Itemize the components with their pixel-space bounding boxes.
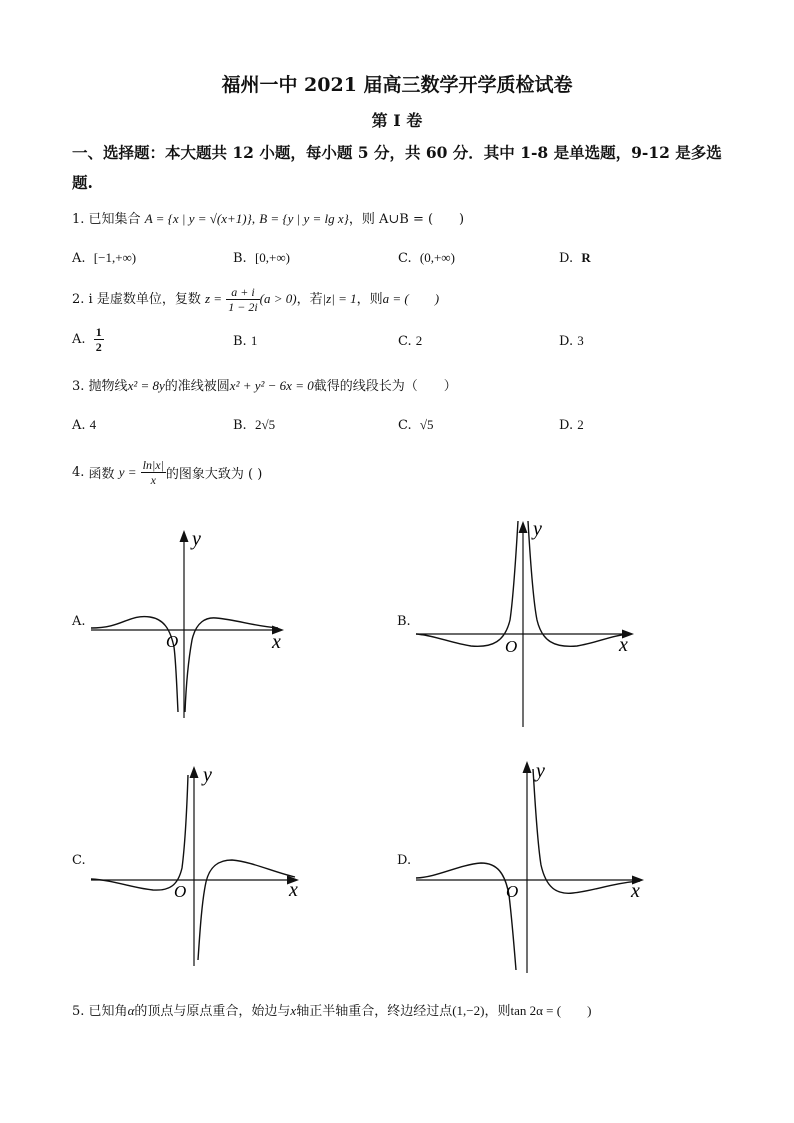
set-b: B = {y | y = lg x} bbox=[259, 211, 349, 226]
q2-option-a[interactable]: A. $\frac{1}{2}$ bbox=[72, 325, 102, 354]
circle-equation: x² + y² − 6x = 0 bbox=[229, 378, 314, 393]
section-heading-line1: 一、选择题：本大题共 12 小题，每小题 5 分，共 60 分．其中 1-8 是单选题，9-12 是多选 bbox=[72, 143, 722, 162]
x-axis-label: x bbox=[272, 631, 281, 653]
question-1: 1. 已知集合 A = {x | y = √(x+1)}, B = {y | y = lg x}，则 A∪B = ( ) bbox=[72, 211, 465, 227]
q2-option-b[interactable]: B. 1 bbox=[233, 333, 258, 349]
graph-option-a[interactable] bbox=[88, 522, 298, 722]
x-axis-label: x bbox=[631, 880, 640, 902]
parabola-equation: x² = 8y bbox=[127, 378, 165, 393]
y-lhs: y = bbox=[118, 464, 137, 480]
page-title: 福州一中 2021 届高三数学开学质检试卷 bbox=[221, 74, 573, 96]
q1-option-d[interactable]: D. R bbox=[559, 250, 591, 266]
question-ask: tan 2α = ( ) bbox=[510, 1003, 592, 1018]
question-text-tail: ，则 A∪B = ( ) bbox=[348, 212, 465, 227]
modulus-z: |z| = 1 bbox=[322, 291, 357, 306]
question-text-tail: ，则 bbox=[356, 292, 383, 307]
y-axis-arrow bbox=[519, 521, 528, 533]
question-text: 已知集合 bbox=[88, 212, 141, 227]
y-axis-arrow bbox=[180, 530, 189, 542]
q4-option-c-label[interactable]: C. bbox=[72, 853, 86, 868]
x-symbol: x bbox=[290, 1003, 297, 1018]
q3-option-b[interactable]: B. 2√5 bbox=[233, 417, 276, 433]
y-axis-label: y bbox=[203, 764, 212, 786]
z-lhs: z = bbox=[204, 291, 223, 306]
question-text: 函数 bbox=[88, 467, 115, 482]
origin-label: O bbox=[505, 637, 518, 656]
question-text: 抛物线 bbox=[88, 379, 128, 394]
q4-option-a-label[interactable]: A. bbox=[72, 614, 86, 629]
x-axis-label: x bbox=[619, 634, 628, 656]
q3-option-c[interactable]: C. √5 bbox=[398, 417, 434, 433]
question-text-mid: 的顶点与原点重合，始边与 bbox=[134, 1004, 291, 1019]
q3-option-d[interactable]: D. 2 bbox=[559, 417, 584, 433]
origin-label: O bbox=[174, 882, 187, 901]
origin-label: O bbox=[506, 882, 519, 901]
curve-left bbox=[416, 521, 518, 646]
question-number: 4. bbox=[72, 465, 85, 480]
question-text: i 是虚数单位，复数 bbox=[88, 292, 201, 307]
question-number: 5. bbox=[72, 1004, 85, 1019]
graph-option-d[interactable] bbox=[413, 755, 653, 975]
curve-left bbox=[91, 617, 178, 712]
question-text-tail: 截得的线段长为（ ） bbox=[313, 379, 457, 394]
y-axis-label: y bbox=[192, 528, 201, 550]
question-4 bbox=[72, 458, 262, 487]
point-coordinates: (1,−2) bbox=[452, 1003, 485, 1018]
q1-option-b[interactable]: B. [0,+∞) bbox=[233, 250, 290, 266]
q2-option-d[interactable]: D. 3 bbox=[559, 333, 584, 349]
q3-option-a[interactable]: A. 4 bbox=[72, 417, 97, 433]
graph-option-c[interactable] bbox=[88, 760, 308, 970]
question-number: 3. bbox=[72, 379, 85, 394]
curve-right bbox=[198, 860, 295, 960]
question-3 bbox=[72, 375, 457, 394]
section-heading-line2: 题. bbox=[72, 173, 93, 192]
fraction: $\frac{a + i}{1 - 2i}$ bbox=[228, 285, 258, 314]
question-2 bbox=[72, 285, 439, 314]
q4-option-d-label[interactable]: D. bbox=[397, 853, 412, 868]
condition: (a > 0) bbox=[259, 291, 297, 306]
question-text: 已知角 bbox=[88, 1004, 128, 1019]
y-axis-label: y bbox=[533, 518, 542, 540]
y-axis-arrow bbox=[190, 766, 199, 778]
q1-option-a[interactable]: A. [−1,+∞) bbox=[72, 250, 137, 266]
x-axis-label: x bbox=[289, 879, 298, 901]
fraction: $\frac{\ln|x|}{x}$ bbox=[142, 458, 164, 487]
question-text-tail: 的图象大致为 ( ) bbox=[165, 467, 263, 482]
q2-option-c[interactable]: C. 2 bbox=[398, 333, 423, 349]
curve-right bbox=[528, 521, 630, 646]
curve-left bbox=[416, 863, 519, 970]
alpha-symbol: α bbox=[127, 1003, 135, 1018]
question-text-mid: 的准线被圆 bbox=[164, 379, 230, 394]
y-axis-arrow bbox=[523, 761, 532, 773]
curve-right bbox=[185, 618, 278, 712]
curve-left bbox=[91, 775, 188, 890]
y-axis-label: y bbox=[536, 760, 545, 782]
origin-label: O bbox=[166, 632, 179, 651]
question-text-tail: ，则 bbox=[484, 1004, 511, 1019]
question-text-mid: ，若 bbox=[296, 292, 323, 307]
graph-option-b[interactable] bbox=[413, 515, 643, 730]
question-text-mid2: 轴正半轴重合，终边经过点 bbox=[296, 1004, 453, 1019]
question-ask: a = ( ) bbox=[382, 291, 440, 306]
curve-right bbox=[533, 769, 640, 893]
question-5 bbox=[72, 1000, 591, 1019]
q4-option-b-label[interactable]: B. bbox=[397, 614, 411, 629]
question-number: 2. bbox=[72, 292, 85, 307]
question-number: 1. bbox=[72, 212, 85, 227]
paper-part-label: 第 I 卷 bbox=[371, 111, 423, 130]
q1-option-c[interactable]: C. (0,+∞) bbox=[398, 250, 455, 266]
set-a: A = {x | y = √(x+1)} bbox=[144, 211, 252, 226]
